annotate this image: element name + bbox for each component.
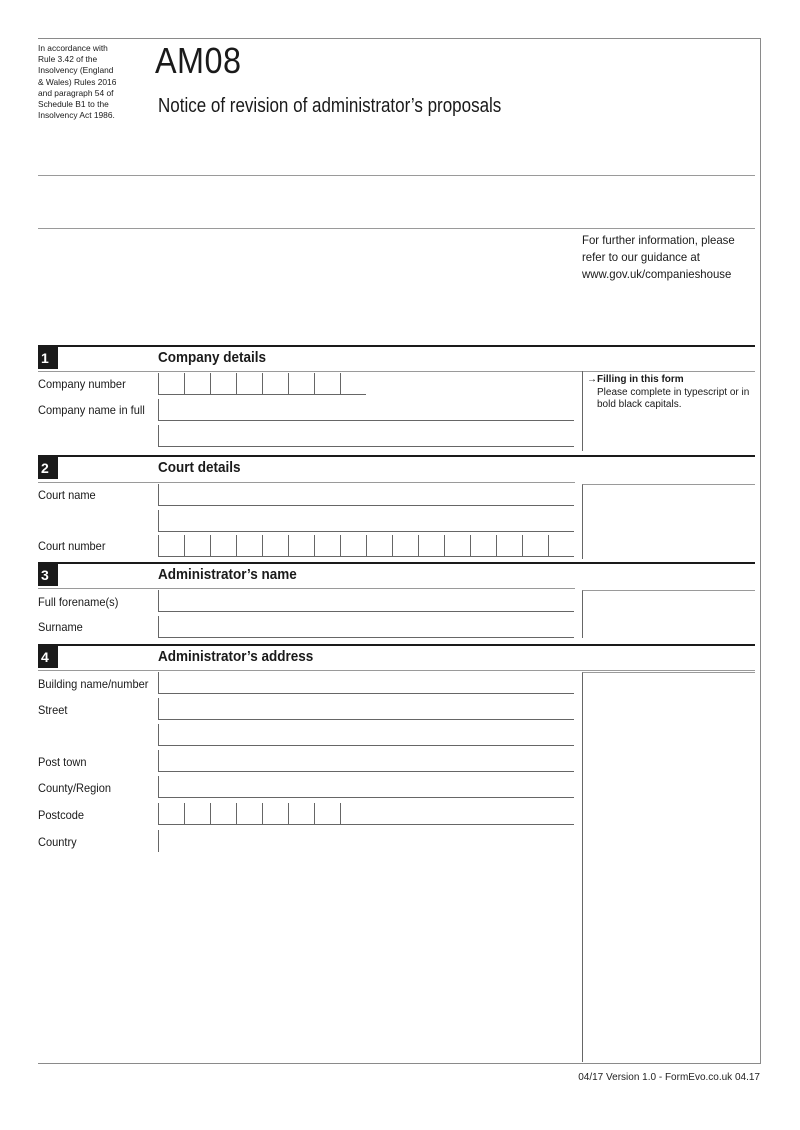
char-box[interactable] — [262, 535, 288, 557]
company-name-field-line2[interactable] — [158, 425, 574, 447]
section-number: 2 — [38, 457, 58, 479]
char-box[interactable] — [288, 535, 314, 557]
section-title: Court details — [158, 459, 241, 476]
char-box[interactable] — [236, 373, 262, 395]
char-box[interactable] — [262, 373, 288, 395]
arrow-right-icon: → — [587, 374, 597, 385]
company-name-field[interactable] — [158, 399, 574, 421]
side-panel — [582, 672, 755, 1062]
char-box[interactable] — [210, 803, 236, 825]
char-box[interactable] — [366, 535, 392, 557]
char-box[interactable] — [418, 535, 444, 557]
court-name-field-line2[interactable] — [158, 510, 574, 532]
section-number: 1 — [38, 347, 58, 369]
postcode-label: Postcode — [38, 808, 85, 822]
court-name-field[interactable] — [158, 484, 574, 506]
char-box[interactable] — [288, 373, 314, 395]
char-box[interactable] — [210, 373, 236, 395]
char-box[interactable] — [158, 535, 184, 557]
char-box[interactable] — [184, 535, 210, 557]
section-divider — [38, 455, 755, 457]
char-box[interactable] — [184, 373, 210, 395]
char-box[interactable] — [470, 535, 496, 557]
char-box[interactable] — [210, 535, 236, 557]
char-box[interactable] — [340, 803, 366, 825]
section-underline — [38, 482, 575, 483]
company-name-label: Company name in full — [38, 403, 145, 417]
country-label: Country — [38, 835, 77, 849]
filling-note-panel: →Filling in this form Please complete in typescript or in bold black capitals. — [582, 371, 755, 451]
char-box[interactable] — [496, 535, 522, 557]
divider — [38, 175, 755, 176]
section-underline — [38, 588, 575, 589]
char-box[interactable] — [184, 803, 210, 825]
divider — [38, 228, 755, 229]
street-label: Street — [38, 703, 68, 717]
postcode-input[interactable] — [158, 803, 366, 825]
court-number-label: Court number — [38, 539, 106, 553]
form-code: AM08 — [155, 40, 242, 81]
post-town-label: Post town — [38, 755, 87, 769]
county-field[interactable] — [158, 776, 574, 798]
street-field[interactable] — [158, 698, 574, 720]
char-box[interactable] — [236, 803, 262, 825]
filling-note-heading: Filling in this form — [597, 374, 684, 385]
char-box[interactable] — [158, 373, 184, 395]
company-number-input[interactable] — [158, 373, 366, 395]
char-box[interactable] — [444, 535, 470, 557]
char-box[interactable] — [340, 373, 366, 395]
char-box[interactable] — [314, 373, 340, 395]
section-divider — [38, 345, 755, 347]
court-number-input[interactable] — [158, 535, 574, 557]
postcode-underline — [366, 803, 574, 825]
section-title: Administrator’s address — [158, 648, 314, 665]
surname-label: Surname — [38, 620, 83, 634]
company-number-label: Company number — [38, 377, 126, 391]
form-title: Notice of revision of administrator’s proposals — [158, 95, 502, 117]
section-divider — [38, 644, 755, 646]
char-box[interactable] — [314, 803, 340, 825]
side-panel — [582, 590, 755, 638]
char-box[interactable] — [288, 803, 314, 825]
forename-label: Full forename(s) — [38, 595, 119, 609]
char-box[interactable] — [158, 803, 184, 825]
char-box[interactable] — [236, 535, 262, 557]
surname-field[interactable] — [158, 616, 574, 638]
forename-field[interactable] — [158, 590, 574, 612]
country-field[interactable] — [158, 830, 574, 852]
char-box[interactable] — [340, 535, 366, 557]
char-box[interactable] — [262, 803, 288, 825]
char-box[interactable] — [548, 535, 574, 557]
county-label: County/Region — [38, 781, 112, 795]
section-title: Company details — [158, 349, 267, 366]
building-field[interactable] — [158, 672, 574, 694]
court-name-label: Court name — [38, 488, 96, 502]
post-town-field[interactable] — [158, 750, 574, 772]
section-number: 3 — [38, 564, 58, 586]
section-number: 4 — [38, 646, 58, 668]
legal-reference: In accordance with Rule 3.42 of the Insolvency (England & Wales) Rules 2016 and paragraph 54 of Schedule B1 to the Insolvency Act 1986. — [38, 43, 117, 121]
section-title: Administrator’s name — [158, 566, 297, 583]
char-box[interactable] — [522, 535, 548, 557]
building-label: Building name/number — [38, 677, 149, 691]
section-underline — [38, 670, 755, 671]
footer-version: 04/17 Version 1.0 - FormEvo.co.uk 04.17 — [578, 1072, 760, 1083]
street-field-line2[interactable] — [158, 724, 574, 746]
section-divider — [38, 562, 755, 564]
side-panel — [582, 484, 755, 559]
guidance-note: For further information, please refer to our guidance at www.gov.uk/companieshouse — [582, 233, 735, 281]
char-box[interactable] — [314, 535, 340, 557]
char-box[interactable] — [392, 535, 418, 557]
